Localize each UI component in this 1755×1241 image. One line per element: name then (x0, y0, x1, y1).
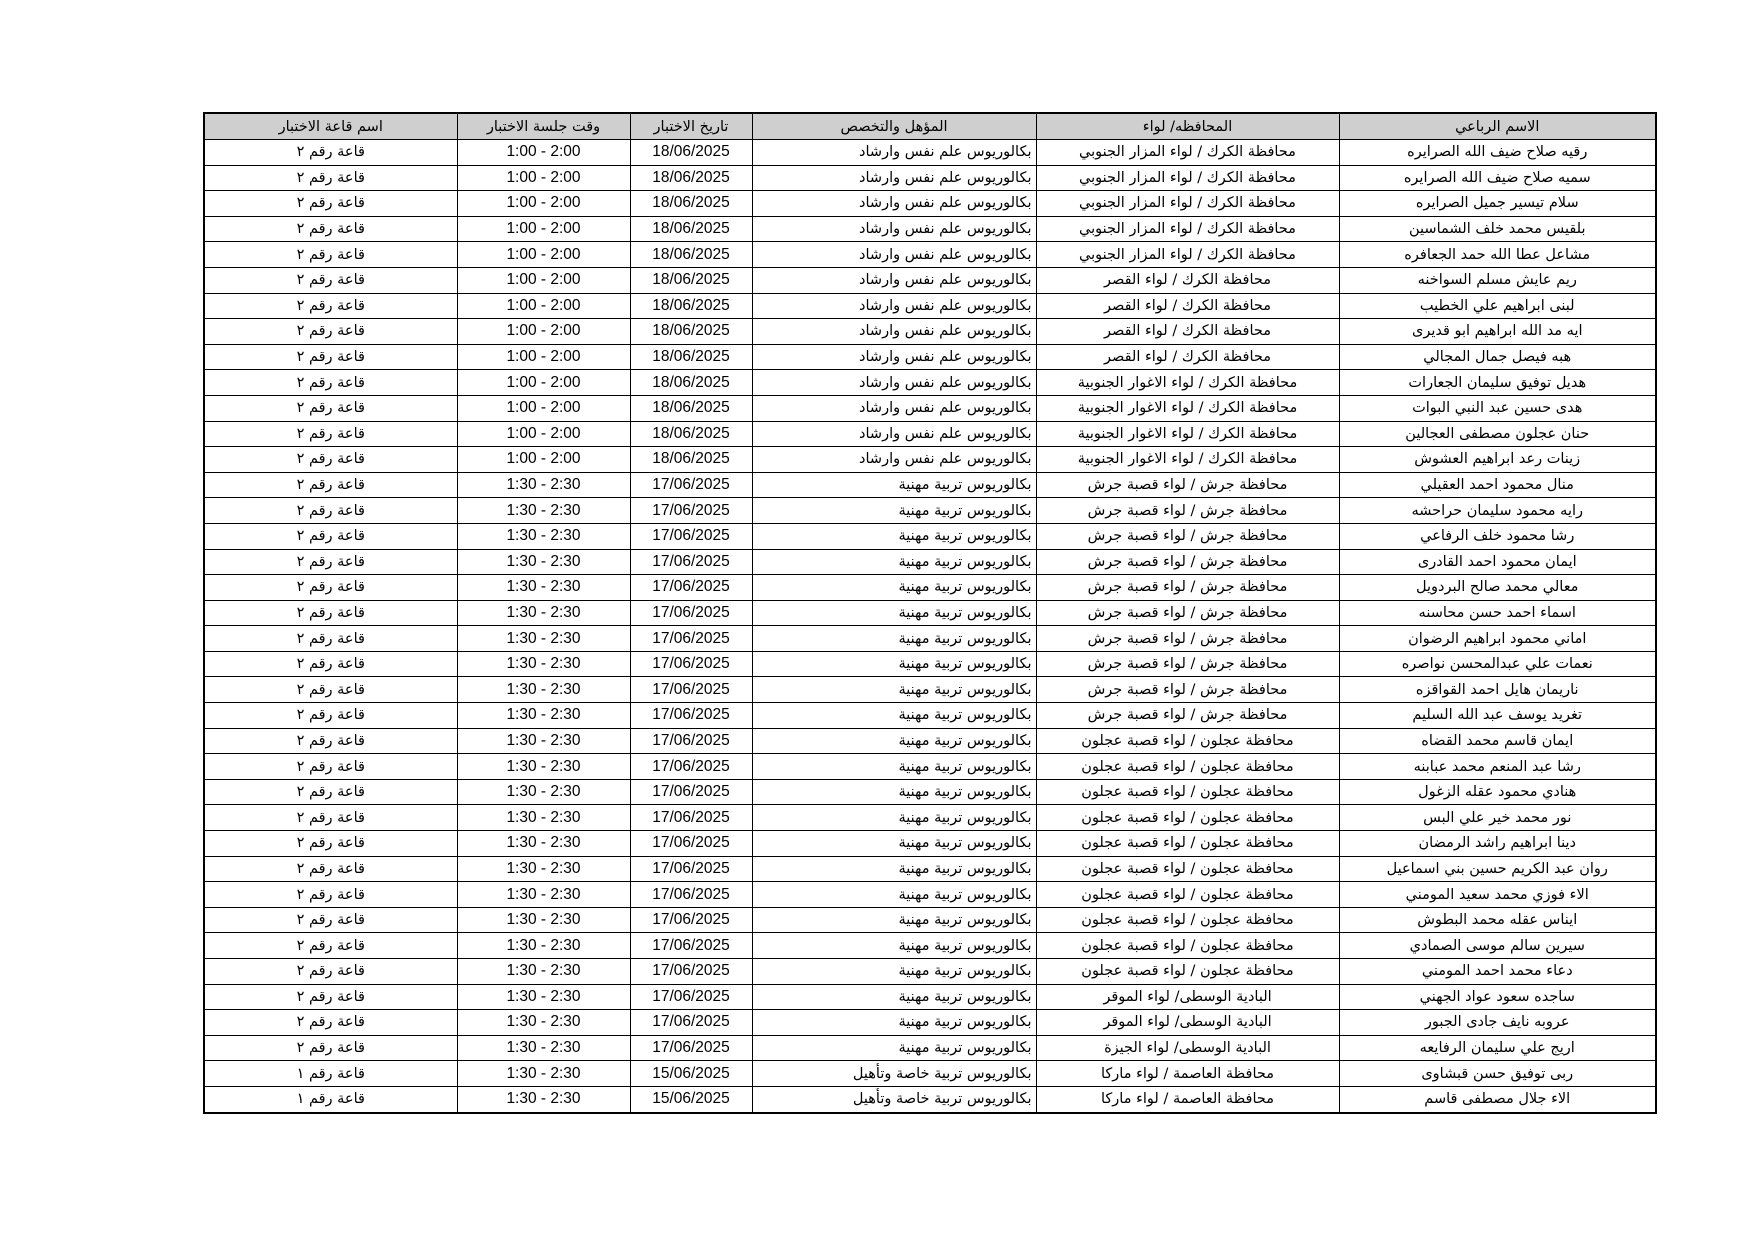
cell-full-name: دعاء محمد احمد المومني (1339, 959, 1656, 985)
cell-governorate: محافظة الكرك / لواء المزار الجنوبي (1036, 165, 1339, 191)
table-row (204, 831, 1656, 857)
cell-exam-date: 18/06/2025 (630, 216, 752, 242)
cell-governorate: محافظة عجلون / لواء قصبة عجلون (1036, 754, 1339, 780)
cell-qualification: بكالوريوس تربية مهنية (752, 677, 1036, 703)
cell-exam-hall: قاعة رقم ٢ (204, 600, 457, 626)
cell-exam-time: 1:30 - 2:30 (457, 933, 630, 959)
cell-exam-date: 17/06/2025 (630, 626, 752, 652)
cell-governorate: محافظة جرش / لواء قصبة جرش (1036, 600, 1339, 626)
cell-governorate: محافظة الكرك / لواء المزار الجنوبي (1036, 242, 1339, 268)
table-row (204, 754, 1656, 780)
cell-exam-time: 1:30 - 2:30 (457, 805, 630, 831)
cell-exam-date: 17/06/2025 (630, 882, 752, 908)
cell-exam-hall: قاعة رقم ٢ (204, 779, 457, 805)
cell-qualification: بكالوريوس علم نفس وارشاد (752, 421, 1036, 447)
cell-exam-time: 1:30 - 2:30 (457, 984, 630, 1010)
header-governorate: المحافظه/ لواء (1036, 113, 1339, 140)
table-row (204, 984, 1656, 1010)
cell-exam-time: 1:30 - 2:30 (457, 779, 630, 805)
cell-qualification: بكالوريوس علم نفس وارشاد (752, 293, 1036, 319)
cell-exam-hall: قاعة رقم ٢ (204, 165, 457, 191)
cell-exam-time: 1:30 - 2:30 (457, 1086, 630, 1112)
cell-full-name: ايمان محمود احمد القادرى (1339, 549, 1656, 575)
cell-full-name: مشاعل عطا الله حمد الجعافره (1339, 242, 1656, 268)
cell-exam-hall: قاعة رقم ٢ (204, 140, 457, 166)
cell-exam-hall: قاعة رقم ١ (204, 1061, 457, 1087)
cell-exam-time: 1:00 - 2:00 (457, 165, 630, 191)
cell-governorate: محافظة العاصمة / لواء ماركا (1036, 1086, 1339, 1112)
cell-exam-hall: قاعة رقم ٢ (204, 395, 457, 421)
cell-exam-time: 1:30 - 2:30 (457, 856, 630, 882)
cell-exam-time: 1:00 - 2:00 (457, 421, 630, 447)
cell-governorate: محافظة الكرك / لواء الاغوار الجنوبية (1036, 395, 1339, 421)
cell-exam-date: 17/06/2025 (630, 600, 752, 626)
table-header (204, 113, 1656, 140)
cell-qualification: بكالوريوس تربية مهنية (752, 549, 1036, 575)
table-row (204, 575, 1656, 601)
cell-exam-time: 1:30 - 2:30 (457, 703, 630, 729)
cell-full-name: منال محمود احمد العقيلي (1339, 472, 1656, 498)
cell-exam-date: 17/06/2025 (630, 549, 752, 575)
table-row (204, 165, 1656, 191)
cell-exam-time: 1:30 - 2:30 (457, 498, 630, 524)
cell-governorate: محافظة الكرك / لواء الاغوار الجنوبية (1036, 447, 1339, 473)
cell-full-name: سميه صلاح ضيف الله الصرايره (1339, 165, 1656, 191)
cell-full-name: هدى حسين عبد النبي البوات (1339, 395, 1656, 421)
cell-exam-date: 17/06/2025 (630, 575, 752, 601)
table-row (204, 472, 1656, 498)
cell-full-name: رشا عبد المنعم محمد عبابنه (1339, 754, 1656, 780)
cell-exam-time: 1:00 - 2:00 (457, 370, 630, 396)
table-row (204, 1010, 1656, 1036)
cell-full-name: لبنى ابراهيم علي الخطيب (1339, 293, 1656, 319)
cell-exam-time: 1:30 - 2:30 (457, 831, 630, 857)
cell-full-name: اريج علي سليمان الرفايعه (1339, 1035, 1656, 1061)
cell-exam-hall: قاعة رقم ٢ (204, 703, 457, 729)
cell-exam-time: 1:30 - 2:30 (457, 1010, 630, 1036)
cell-exam-time: 1:00 - 2:00 (457, 191, 630, 217)
cell-qualification: بكالوريوس علم نفس وارشاد (752, 267, 1036, 293)
cell-exam-time: 1:00 - 2:00 (457, 242, 630, 268)
header-exam-time: وقت جلسة الاختبار (457, 113, 630, 140)
cell-full-name: بلقيس محمد خلف الشماسين (1339, 216, 1656, 242)
cell-exam-date: 15/06/2025 (630, 1061, 752, 1087)
cell-governorate: محافظة عجلون / لواء قصبة عجلون (1036, 959, 1339, 985)
cell-exam-time: 1:00 - 2:00 (457, 344, 630, 370)
cell-exam-hall: قاعة رقم ٢ (204, 984, 457, 1010)
cell-exam-date: 18/06/2025 (630, 140, 752, 166)
cell-qualification: بكالوريوس تربية مهنية (752, 575, 1036, 601)
cell-exam-time: 1:30 - 2:30 (457, 651, 630, 677)
cell-full-name: ايه مد الله ابراهيم ابو قديرى (1339, 319, 1656, 345)
cell-exam-hall: قاعة رقم ٢ (204, 447, 457, 473)
cell-governorate: محافظة جرش / لواء قصبة جرش (1036, 523, 1339, 549)
cell-exam-hall: قاعة رقم ٢ (204, 216, 457, 242)
cell-exam-time: 1:30 - 2:30 (457, 626, 630, 652)
cell-qualification: بكالوريوس علم نفس وارشاد (752, 395, 1036, 421)
cell-governorate: محافظة عجلون / لواء قصبة عجلون (1036, 933, 1339, 959)
cell-governorate: محافظة الكرك / لواء الاغوار الجنوبية (1036, 421, 1339, 447)
table-row (204, 728, 1656, 754)
cell-qualification: بكالوريوس تربية مهنية (752, 933, 1036, 959)
cell-exam-date: 18/06/2025 (630, 344, 752, 370)
cell-exam-date: 18/06/2025 (630, 447, 752, 473)
cell-qualification: بكالوريوس علم نفس وارشاد (752, 216, 1036, 242)
table-row (204, 703, 1656, 729)
cell-qualification: بكالوريوس علم نفس وارشاد (752, 191, 1036, 217)
cell-qualification: بكالوريوس تربية مهنية (752, 523, 1036, 549)
header-exam-hall: اسم قاعة الاختبار (204, 113, 457, 140)
cell-exam-date: 18/06/2025 (630, 293, 752, 319)
table-row (204, 293, 1656, 319)
header-qualification: المؤهل والتخصص (752, 113, 1036, 140)
cell-exam-time: 1:30 - 2:30 (457, 959, 630, 985)
cell-exam-hall: قاعة رقم ٢ (204, 472, 457, 498)
cell-exam-date: 17/06/2025 (630, 959, 752, 985)
cell-governorate: محافظة الكرك / لواء الاغوار الجنوبية (1036, 370, 1339, 396)
cell-exam-time: 1:30 - 2:30 (457, 728, 630, 754)
table-row (204, 933, 1656, 959)
cell-qualification: بكالوريوس تربية مهنية (752, 703, 1036, 729)
table-row (204, 242, 1656, 268)
cell-exam-date: 17/06/2025 (630, 523, 752, 549)
table-row (204, 191, 1656, 217)
cell-governorate: محافظة عجلون / لواء قصبة عجلون (1036, 831, 1339, 857)
cell-governorate: محافظة جرش / لواء قصبة جرش (1036, 549, 1339, 575)
cell-qualification: بكالوريوس تربية خاصة وتأهيل (752, 1061, 1036, 1087)
table-row (204, 856, 1656, 882)
cell-full-name: ساجده سعود عواد الجهني (1339, 984, 1656, 1010)
cell-exam-date: 17/06/2025 (630, 703, 752, 729)
table-row (204, 395, 1656, 421)
table-row (204, 907, 1656, 933)
table-row (204, 319, 1656, 345)
cell-qualification: بكالوريوس تربية مهنية (752, 472, 1036, 498)
cell-exam-time: 1:00 - 2:00 (457, 447, 630, 473)
cell-exam-hall: قاعة رقم ٢ (204, 523, 457, 549)
table-row (204, 140, 1656, 166)
cell-full-name: الاء فوزي محمد سعيد المومني (1339, 882, 1656, 908)
exam-schedule-table (203, 112, 1657, 1114)
cell-qualification: بكالوريوس تربية مهنية (752, 498, 1036, 524)
cell-governorate: محافظة عجلون / لواء قصبة عجلون (1036, 728, 1339, 754)
cell-governorate: محافظة الكرك / لواء المزار الجنوبي (1036, 191, 1339, 217)
cell-exam-time: 1:30 - 2:30 (457, 754, 630, 780)
cell-exam-date: 17/06/2025 (630, 779, 752, 805)
cell-governorate: محافظة جرش / لواء قصبة جرش (1036, 626, 1339, 652)
cell-exam-hall: قاعة رقم ٢ (204, 933, 457, 959)
cell-full-name: اسماء احمد حسن محاسنه (1339, 600, 1656, 626)
cell-qualification: بكالوريوس تربية مهنية (752, 856, 1036, 882)
cell-exam-date: 18/06/2025 (630, 267, 752, 293)
cell-exam-hall: قاعة رقم ٢ (204, 728, 457, 754)
cell-exam-time: 1:30 - 2:30 (457, 472, 630, 498)
cell-exam-hall: قاعة رقم ٢ (204, 882, 457, 908)
cell-governorate: محافظة عجلون / لواء قصبة عجلون (1036, 779, 1339, 805)
cell-full-name: سلام تيسير جميل الصرايره (1339, 191, 1656, 217)
table-row (204, 549, 1656, 575)
cell-exam-hall: قاعة رقم ٢ (204, 267, 457, 293)
cell-full-name: عروبه نايف جادى الجبور (1339, 1010, 1656, 1036)
cell-full-name: هنادي محمود عقله الزغول (1339, 779, 1656, 805)
cell-full-name: معالي محمد صالح البردويل (1339, 575, 1656, 601)
cell-full-name: الاء جلال مصطفى قاسم (1339, 1086, 1656, 1112)
table-row (204, 344, 1656, 370)
cell-exam-hall: قاعة رقم ٢ (204, 293, 457, 319)
cell-exam-date: 18/06/2025 (630, 319, 752, 345)
cell-full-name: رايه محمود سليمان حراحشه (1339, 498, 1656, 524)
cell-governorate: محافظة الكرك / لواء القصر (1036, 319, 1339, 345)
cell-full-name: روان عبد الكريم حسين بني اسماعيل (1339, 856, 1656, 882)
cell-full-name: رشا محمود خلف الرفاعي (1339, 523, 1656, 549)
cell-exam-date: 17/06/2025 (630, 1035, 752, 1061)
cell-qualification: بكالوريوس علم نفس وارشاد (752, 370, 1036, 396)
cell-governorate: البادية الوسطى/ لواء الجيزة (1036, 1035, 1339, 1061)
cell-governorate: محافظة الكرك / لواء المزار الجنوبي (1036, 216, 1339, 242)
cell-exam-date: 17/06/2025 (630, 728, 752, 754)
cell-exam-hall: قاعة رقم ٢ (204, 626, 457, 652)
cell-qualification: بكالوريوس تربية مهنية (752, 1010, 1036, 1036)
cell-qualification: بكالوريوس علم نفس وارشاد (752, 447, 1036, 473)
cell-exam-date: 17/06/2025 (630, 907, 752, 933)
cell-full-name: حنان عجلون مصطفى العجالين (1339, 421, 1656, 447)
cell-exam-date: 17/06/2025 (630, 651, 752, 677)
cell-qualification: بكالوريوس علم نفس وارشاد (752, 242, 1036, 268)
cell-qualification: بكالوريوس تربية مهنية (752, 984, 1036, 1010)
table-body (204, 140, 1656, 1113)
header-row (204, 113, 1656, 140)
cell-exam-hall: قاعة رقم ٢ (204, 421, 457, 447)
cell-exam-hall: قاعة رقم ١ (204, 1086, 457, 1112)
cell-exam-hall: قاعة رقم ٢ (204, 370, 457, 396)
cell-full-name: سيرين سالم موسى الصمادي (1339, 933, 1656, 959)
cell-qualification: بكالوريوس تربية مهنية (752, 1035, 1036, 1061)
cell-qualification: بكالوريوس تربية مهنية (752, 779, 1036, 805)
table-row (204, 677, 1656, 703)
cell-exam-date: 18/06/2025 (630, 370, 752, 396)
cell-governorate: محافظة عجلون / لواء قصبة عجلون (1036, 805, 1339, 831)
cell-full-name: نعمات علي عبدالمحسن نواصره (1339, 651, 1656, 677)
table-row (204, 1035, 1656, 1061)
cell-governorate: البادية الوسطى/ لواء الموقر (1036, 984, 1339, 1010)
cell-exam-time: 1:30 - 2:30 (457, 677, 630, 703)
cell-governorate: محافظة عجلون / لواء قصبة عجلون (1036, 856, 1339, 882)
cell-exam-date: 17/06/2025 (630, 498, 752, 524)
table-row (204, 1061, 1656, 1087)
cell-governorate: محافظة الكرك / لواء القصر (1036, 267, 1339, 293)
cell-exam-time: 1:00 - 2:00 (457, 293, 630, 319)
cell-governorate: محافظة جرش / لواء قصبة جرش (1036, 575, 1339, 601)
cell-exam-time: 1:30 - 2:30 (457, 549, 630, 575)
cell-qualification: بكالوريوس تربية مهنية (752, 728, 1036, 754)
cell-full-name: هديل توفيق سليمان الجعارات (1339, 370, 1656, 396)
cell-exam-date: 17/06/2025 (630, 1010, 752, 1036)
cell-exam-date: 17/06/2025 (630, 856, 752, 882)
table-row (204, 600, 1656, 626)
table-row (204, 959, 1656, 985)
cell-exam-hall: قاعة رقم ٢ (204, 319, 457, 345)
cell-exam-hall: قاعة رقم ٢ (204, 1035, 457, 1061)
cell-exam-hall: قاعة رقم ٢ (204, 651, 457, 677)
cell-exam-date: 17/06/2025 (630, 933, 752, 959)
cell-qualification: بكالوريوس تربية مهنية (752, 882, 1036, 908)
cell-exam-time: 1:00 - 2:00 (457, 319, 630, 345)
cell-exam-hall: قاعة رقم ٢ (204, 831, 457, 857)
cell-governorate: محافظة عجلون / لواء قصبة عجلون (1036, 882, 1339, 908)
cell-exam-time: 1:30 - 2:30 (457, 882, 630, 908)
cell-exam-hall: قاعة رقم ٢ (204, 575, 457, 601)
cell-exam-time: 1:30 - 2:30 (457, 1035, 630, 1061)
cell-governorate: محافظة الكرك / لواء المزار الجنوبي (1036, 140, 1339, 166)
cell-exam-time: 1:30 - 2:30 (457, 1061, 630, 1087)
cell-exam-time: 1:30 - 2:30 (457, 523, 630, 549)
cell-exam-date: 17/06/2025 (630, 831, 752, 857)
cell-qualification: بكالوريوس تربية خاصة وتأهيل (752, 1086, 1036, 1112)
cell-governorate: محافظة العاصمة / لواء ماركا (1036, 1061, 1339, 1087)
cell-exam-time: 1:30 - 2:30 (457, 600, 630, 626)
cell-full-name: تغريد يوسف عبد الله السليم (1339, 703, 1656, 729)
table-row (204, 1086, 1656, 1112)
cell-exam-hall: قاعة رقم ٢ (204, 191, 457, 217)
cell-exam-date: 18/06/2025 (630, 395, 752, 421)
cell-exam-hall: قاعة رقم ٢ (204, 754, 457, 780)
cell-qualification: بكالوريوس تربية مهنية (752, 600, 1036, 626)
cell-governorate: محافظة جرش / لواء قصبة جرش (1036, 472, 1339, 498)
cell-governorate: محافظة جرش / لواء قصبة جرش (1036, 703, 1339, 729)
table-row (204, 805, 1656, 831)
cell-exam-date: 18/06/2025 (630, 242, 752, 268)
cell-exam-time: 1:30 - 2:30 (457, 907, 630, 933)
cell-exam-time: 1:00 - 2:00 (457, 267, 630, 293)
cell-exam-date: 17/06/2025 (630, 677, 752, 703)
cell-governorate: محافظة جرش / لواء قصبة جرش (1036, 677, 1339, 703)
cell-qualification: بكالوريوس علم نفس وارشاد (752, 140, 1036, 166)
cell-qualification: بكالوريوس تربية مهنية (752, 754, 1036, 780)
cell-exam-hall: قاعة رقم ٢ (204, 959, 457, 985)
header-full-name: الاسم الرباعي (1339, 113, 1656, 140)
cell-exam-hall: قاعة رقم ٢ (204, 805, 457, 831)
cell-full-name: ريم عايش مسلم السواخنه (1339, 267, 1656, 293)
cell-exam-hall: قاعة رقم ٢ (204, 677, 457, 703)
cell-qualification: بكالوريوس علم نفس وارشاد (752, 165, 1036, 191)
cell-full-name: اماني محمود ابراهيم الرضوان (1339, 626, 1656, 652)
cell-governorate: محافظة عجلون / لواء قصبة عجلون (1036, 907, 1339, 933)
cell-qualification: بكالوريوس علم نفس وارشاد (752, 319, 1036, 345)
cell-exam-hall: قاعة رقم ٢ (204, 856, 457, 882)
cell-qualification: بكالوريوس تربية مهنية (752, 831, 1036, 857)
cell-exam-date: 15/06/2025 (630, 1086, 752, 1112)
cell-qualification: بكالوريوس تربية مهنية (752, 626, 1036, 652)
cell-exam-hall: قاعة رقم ٢ (204, 549, 457, 575)
cell-exam-time: 1:00 - 2:00 (457, 140, 630, 166)
cell-full-name: دينا ابراهيم راشد الرمضان (1339, 831, 1656, 857)
cell-exam-hall: قاعة رقم ٢ (204, 907, 457, 933)
cell-exam-date: 18/06/2025 (630, 165, 752, 191)
cell-full-name: ربى توفيق حسن قبشاوى (1339, 1061, 1656, 1087)
cell-exam-hall: قاعة رقم ٢ (204, 498, 457, 524)
header-exam-date: تاريخ الاختبار (630, 113, 752, 140)
cell-qualification: بكالوريوس تربية مهنية (752, 959, 1036, 985)
cell-exam-date: 17/06/2025 (630, 805, 752, 831)
cell-exam-hall: قاعة رقم ٢ (204, 1010, 457, 1036)
cell-exam-hall: قاعة رقم ٢ (204, 344, 457, 370)
cell-full-name: هبه فيصل جمال المجالي (1339, 344, 1656, 370)
cell-full-name: ايمان قاسم محمد القضاه (1339, 728, 1656, 754)
cell-full-name: رقيه صلاح ضيف الله الصرايره (1339, 140, 1656, 166)
table-row (204, 216, 1656, 242)
cell-exam-date: 17/06/2025 (630, 754, 752, 780)
table-row (204, 523, 1656, 549)
table-row (204, 651, 1656, 677)
cell-full-name: زينات رعد ابراهيم العشوش (1339, 447, 1656, 473)
cell-exam-time: 1:30 - 2:30 (457, 575, 630, 601)
cell-qualification: بكالوريوس تربية مهنية (752, 805, 1036, 831)
table-row (204, 267, 1656, 293)
cell-governorate: محافظة الكرك / لواء القصر (1036, 293, 1339, 319)
cell-exam-date: 17/06/2025 (630, 472, 752, 498)
cell-qualification: بكالوريوس علم نفس وارشاد (752, 344, 1036, 370)
cell-qualification: بكالوريوس تربية مهنية (752, 907, 1036, 933)
cell-governorate: محافظة جرش / لواء قصبة جرش (1036, 651, 1339, 677)
cell-exam-hall: قاعة رقم ٢ (204, 242, 457, 268)
table-row (204, 447, 1656, 473)
table-row (204, 882, 1656, 908)
cell-full-name: ايناس عقله محمد البطوش (1339, 907, 1656, 933)
cell-governorate: محافظة الكرك / لواء القصر (1036, 344, 1339, 370)
cell-exam-time: 1:00 - 2:00 (457, 216, 630, 242)
cell-exam-date: 18/06/2025 (630, 191, 752, 217)
table-row (204, 498, 1656, 524)
table-row (204, 370, 1656, 396)
table-row (204, 626, 1656, 652)
cell-exam-date: 18/06/2025 (630, 421, 752, 447)
cell-full-name: نور محمد خير علي البس (1339, 805, 1656, 831)
cell-qualification: بكالوريوس تربية مهنية (752, 651, 1036, 677)
table-row (204, 779, 1656, 805)
cell-full-name: ناريمان هايل احمد القواقزه (1339, 677, 1656, 703)
table-row (204, 421, 1656, 447)
cell-governorate: البادية الوسطى/ لواء الموقر (1036, 1010, 1339, 1036)
cell-exam-time: 1:00 - 2:00 (457, 395, 630, 421)
cell-governorate: محافظة جرش / لواء قصبة جرش (1036, 498, 1339, 524)
cell-exam-date: 17/06/2025 (630, 984, 752, 1010)
